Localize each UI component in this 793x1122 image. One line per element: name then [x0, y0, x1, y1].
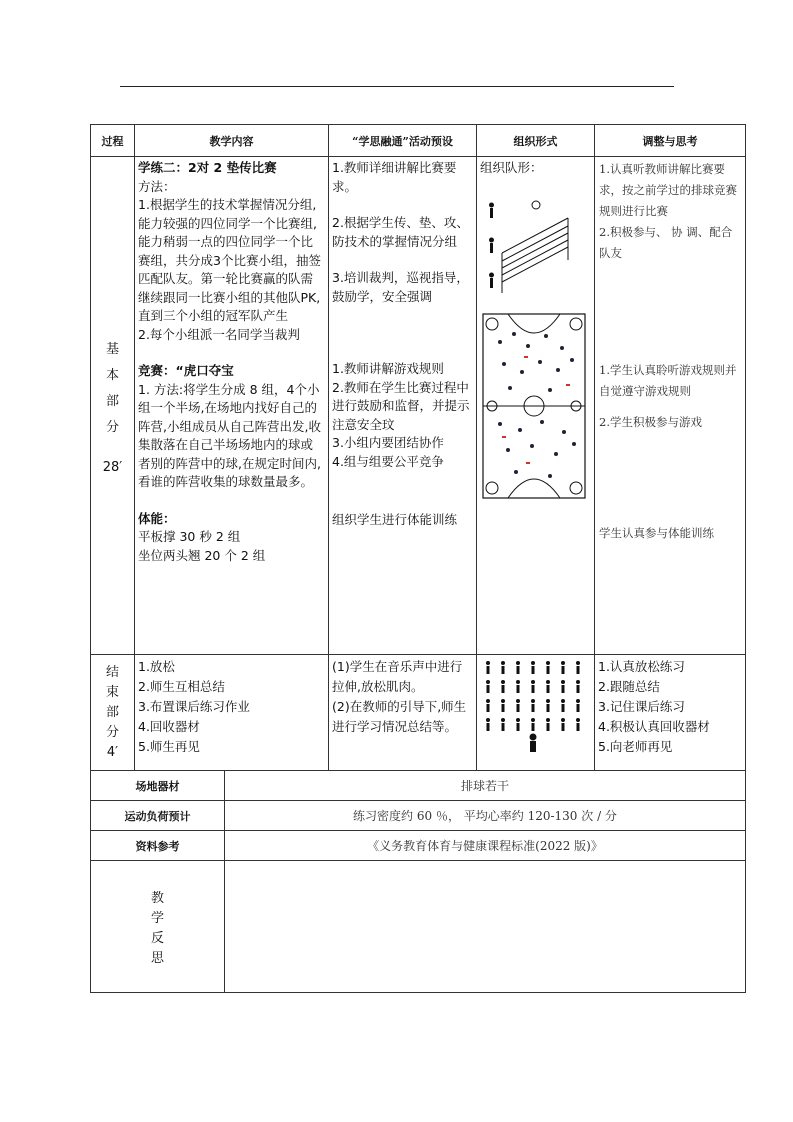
- header-activity: “学思融通”活动预设: [329, 125, 477, 157]
- basic-content-cell: [135, 157, 329, 655]
- basic-adjust-cell: [595, 157, 746, 655]
- student-figure-body: [577, 704, 580, 712]
- student-figure-body: [487, 666, 490, 674]
- ending-content-item: 5.师生再见: [138, 739, 200, 754]
- label-char: 教: [150, 891, 164, 906]
- load-label: 运动负荷预计: [91, 801, 225, 831]
- student-figure-head: [561, 661, 565, 665]
- student-figure-head: [531, 699, 535, 703]
- label-char: 分: [105, 420, 119, 435]
- header-organization: 组织形式: [477, 125, 595, 157]
- method-1: 1.根据学生的技术掌握情况分组,能力较强的四位同学一个比赛组,能力稍弱一点的四位同学一个比赛组，共分成3个比赛小组，抽签匹配队友。第一轮比赛赢的队需继续跟同一比赛小组的其他队PK,直到三个小组的冠军队产生: [138, 197, 321, 323]
- student-figure-body: [487, 685, 490, 693]
- basic-section-row: [91, 157, 746, 655]
- adjust-a1: 1.认真听教师讲解比赛要求，按之前学过的排球竞赛规则进行比赛: [599, 162, 737, 218]
- header-row: [91, 125, 746, 157]
- basic-time: 28′: [102, 460, 123, 475]
- student-figure-body: [532, 685, 535, 693]
- student-figure-head: [501, 680, 505, 684]
- ending-adjust-item: 1.认真放松练习: [598, 659, 685, 674]
- label-char: 分: [105, 724, 119, 740]
- game-method: 1. 方法:将学生分成 8 组，4个小组一个半场,在场地内找好自己的阵营,小组成员从自己阵营出发,收集散落在自己半场场地内的球或者别的阵营中的球,在规定时间内,看谁的阵营收集的球数量最多。: [138, 381, 321, 489]
- student-figure-body: [517, 685, 520, 693]
- court-diagram: [480, 312, 590, 502]
- student-figure-head: [576, 699, 580, 703]
- header-content: 教学内容: [135, 125, 329, 157]
- student-figure-head: [516, 718, 520, 722]
- ending-activity-item: (2)在教师的引导下,师生进行学习情况总结等。: [332, 699, 467, 734]
- label-char: 部: [105, 394, 119, 409]
- load-value: 练习密度约 60 ％， 平均心率约 120-130 次 / 分: [225, 801, 746, 831]
- ending-adjust-item: 2.跟随总结: [598, 679, 660, 694]
- ending-content-item: 2.师生互相总结: [138, 679, 225, 694]
- label-char: 学: [150, 911, 164, 926]
- student-figure-body: [502, 704, 505, 712]
- reference-value: 《义务教育体育与健康课程标准(2022 版)》: [225, 831, 746, 861]
- activity-a1: 1.教师详细讲解比赛要求。: [332, 160, 457, 194]
- student-figure-head: [486, 661, 490, 665]
- fitness-1: 平板撑 30 秒 2 组: [138, 529, 241, 544]
- student-figure-head: [546, 661, 550, 665]
- student-figure-body: [532, 666, 535, 674]
- student-figure-body: [532, 723, 535, 731]
- ending-section-label: [91, 655, 135, 771]
- volleyball-net-diagram: [480, 178, 590, 298]
- student-figure-head: [501, 661, 505, 665]
- venue-value: 排球若干: [225, 771, 746, 801]
- student-figure-body: [487, 704, 490, 712]
- student-figure-head: [516, 680, 520, 684]
- student-figure-head: [576, 718, 580, 722]
- student-figure-head: [486, 680, 490, 684]
- student-figure-body: [562, 666, 565, 674]
- student-formation-diagram: [480, 657, 590, 753]
- venue-row: [91, 771, 746, 801]
- student-figure-body: [517, 704, 520, 712]
- student-figure-head: [486, 718, 490, 722]
- student-figure-body: [517, 666, 520, 674]
- teacher-figure-head: [530, 734, 537, 741]
- drill-title: 学练二：2对 2 垫传比赛: [138, 160, 277, 175]
- method-2: 2.每个小组派一名同学当裁判: [138, 326, 300, 342]
- adjust-b2: 2.学生积极参与游戏: [599, 415, 702, 429]
- student-figure-head: [576, 680, 580, 684]
- reflection-content: [225, 861, 746, 993]
- basic-activity-cell: [329, 157, 477, 655]
- ending-adjust-cell: [595, 655, 746, 771]
- reference-label: 资料参考: [91, 831, 225, 861]
- ending-section-row: [91, 655, 746, 771]
- ending-activity-cell: [329, 655, 477, 771]
- activity-c1: 组织学生进行体能训练: [332, 512, 458, 527]
- activity-a2: 2.根据学生传、垫、攻、防技术的掌握情况分组: [332, 215, 469, 249]
- student-figure-head: [531, 718, 535, 722]
- student-figure-body: [547, 666, 550, 674]
- load-row: [91, 801, 746, 831]
- activity-b4: 4.组与组要公平竞争: [332, 453, 444, 469]
- activity-b2: 2.教师在学生比赛过程中进行鼓励和监督，并提示注意安全玟: [332, 379, 470, 432]
- adjust-c1: 学生认真参与体能训练: [599, 526, 714, 540]
- student-figure-head: [546, 680, 550, 684]
- ending-adjust-item: 5.向老师再见: [598, 739, 673, 754]
- student-figure-head: [516, 699, 520, 703]
- ending-adjust-item: 4.积极认真回收器材: [598, 719, 710, 734]
- lesson-plan-table: [90, 124, 746, 993]
- basic-section-label: [91, 157, 135, 655]
- header-process: 过程: [91, 125, 135, 157]
- organization-label: 组织队形：: [480, 160, 543, 175]
- student-figure-body: [502, 723, 505, 731]
- teacher-figure-body: [530, 741, 536, 752]
- student-figure-body: [502, 685, 505, 693]
- game-title: 竞赛：“虎口夺宝: [138, 363, 234, 378]
- label-char: 基: [105, 342, 119, 357]
- activity-b1: 1.教师讲解游戏规则: [332, 361, 444, 376]
- method-label: 方法：: [138, 178, 176, 194]
- student-figure-body: [562, 685, 565, 693]
- activity-b3: 3.小组内要团结协作: [332, 435, 444, 450]
- label-char: 部: [105, 704, 119, 720]
- student-figure-body: [547, 723, 550, 731]
- student-figure-head: [531, 661, 535, 665]
- student-figure-body: [517, 723, 520, 731]
- student-figure-head: [486, 699, 490, 703]
- basic-organization-cell: [477, 157, 595, 655]
- activity-a3: 3.培训裁判，巡视指导，鼓励学，安全强调: [332, 270, 469, 304]
- student-figure-body: [532, 704, 535, 712]
- adjust-a2: 2.积极参与、 协 调、配合队友: [599, 225, 733, 260]
- ending-adjust-item: 3.记住课后练习: [598, 699, 685, 714]
- student-figure-head: [561, 699, 565, 703]
- ending-content-item: 1.放松: [138, 659, 175, 674]
- venue-label: 场地器材: [91, 771, 225, 801]
- student-figure-head: [576, 661, 580, 665]
- label-char: 结: [105, 664, 119, 680]
- label-char: 束: [105, 684, 119, 700]
- label-char: 思: [150, 951, 164, 966]
- label-char: 反: [150, 931, 164, 946]
- ending-activity-item: (1)学生在音乐声中进行拉伸,放松肌肉。: [332, 659, 463, 694]
- student-figure-body: [577, 723, 580, 731]
- student-figure-head: [546, 699, 550, 703]
- student-figure-head: [561, 718, 565, 722]
- label-char: 本: [105, 368, 119, 383]
- student-figure-head: [516, 661, 520, 665]
- header-rule: [120, 86, 674, 87]
- reference-row: [91, 831, 746, 861]
- student-figure-head: [546, 718, 550, 722]
- student-figure-body: [577, 685, 580, 693]
- header-adjust: 调整与思考: [595, 125, 746, 157]
- student-figure-body: [562, 704, 565, 712]
- student-figure-head: [501, 718, 505, 722]
- student-figure-body: [562, 723, 565, 731]
- student-figure-body: [502, 666, 505, 674]
- student-figure-body: [577, 666, 580, 674]
- student-figure-body: [547, 704, 550, 712]
- ending-content-item: 4.回收器材: [138, 719, 200, 734]
- ending-organization-cell: [477, 655, 595, 771]
- fitness-2: 坐位两头翘 20 个 2 组: [138, 547, 266, 563]
- student-figure-body: [547, 685, 550, 693]
- adjust-b1: 1.学生认真聆听游戏规则并自觉遵守游戏规则: [599, 363, 737, 398]
- reflection-label: [91, 861, 225, 993]
- reflection-row: [91, 861, 746, 993]
- fitness-title: 体能：: [138, 510, 176, 526]
- student-figure-head: [531, 680, 535, 684]
- ending-time: 4′: [106, 744, 119, 760]
- student-figure-body: [487, 723, 490, 731]
- ending-content-item: 3.布置课后练习作业: [138, 699, 250, 714]
- student-figure-head: [561, 680, 565, 684]
- student-figure-head: [501, 699, 505, 703]
- ending-content-cell: [135, 655, 329, 771]
